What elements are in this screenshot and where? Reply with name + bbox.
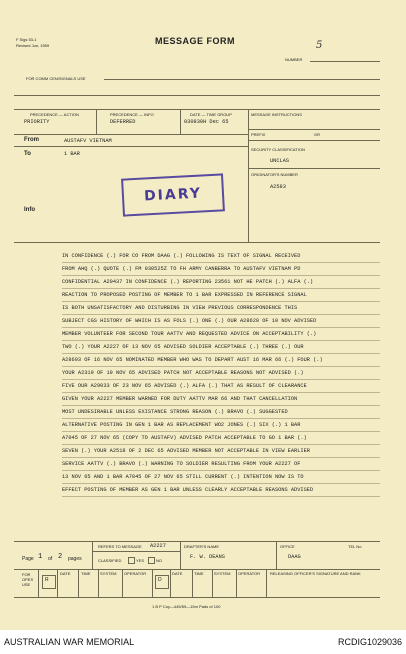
col-date-r: DATE <box>60 571 71 576</box>
footer-left: AUSTRALIAN WAR MEMORIAL <box>4 637 135 647</box>
handwritten-number: 5 <box>316 40 323 51</box>
page-value: 1 <box>38 553 43 561</box>
originator-label: ORIGINATOR'S NUMBER <box>251 172 298 177</box>
precedence-info-label: PRECEDENCE — INFO <box>110 112 154 117</box>
from-label: From <box>24 137 39 143</box>
message-line: FIVE OUR A29033 OF 23 NOV 65 ADVISED (.) ALFA (.) THAT AS RESULT OF CLEARANCE <box>62 383 307 389</box>
security-label: SECURITY CLASSIFICATION <box>251 147 305 152</box>
message-line: SUBJECT CGS HISTORY OF WHICH IS AS FOLS (.) ONE (.) OUR A28620 OF 10 NOV ADVISED <box>62 318 317 324</box>
form-title: MESSAGE FORM <box>155 36 236 46</box>
col-time-r: TIME <box>81 571 91 576</box>
precedence-action-value: PRIORITY <box>24 119 50 125</box>
for-comm-label: FOR COMM CEN/SIGNALS USE <box>26 76 86 81</box>
refers-label: REFERS TO MESSAGE <box>98 544 142 549</box>
to-label: To <box>24 151 31 157</box>
message-line: ALTERNATIVE POSTING IN GEN 1 BAR AS REPLACEMENT WO2 JONES (.) SIX (.) 1 BAR <box>62 422 301 428</box>
message-line: A7045 OF 27 NOV 65 (COPY TO AUSTAFV) ADVISED PATCH ACCEPTABLE TO GO 1 BAR (.) <box>62 435 307 441</box>
page-label: Page <box>22 556 34 562</box>
precedence-info-value: DEFERRED <box>110 119 136 125</box>
drafter-value: F. W. DEANS <box>190 554 225 560</box>
message-line: IN CONFIDENCE (.) FOR CO FROM DAAG (.) FOLLOWING IS TEXT OF SIGNAL RECEIVED <box>62 253 301 259</box>
info-label: Info <box>24 207 35 213</box>
pages-label: pages <box>68 556 82 562</box>
message-line: IS BOTH UNSATISFACTORY AND DISTURBING IN VIEW PREVIOUS CORRESPONDENCE THIS <box>62 305 298 311</box>
yes-label: YES <box>136 558 145 563</box>
tel-label: TEL No <box>348 544 362 549</box>
classified-no-checkbox <box>148 557 155 564</box>
col-operator-r: OPERATOR <box>124 571 147 576</box>
dtg-label: DATE — TIME GROUP <box>190 112 232 117</box>
message-line: TWO (.) YOUR A2227 OF 13 NOV 65 ADVISED SOLDIER ACCEPTABLE (.) THREE (.) OUR <box>62 344 304 350</box>
from-value: AUSTAFV VIETNAM <box>64 138 112 144</box>
classified-yes-checkbox <box>128 557 135 564</box>
to-value: 1 BAR <box>64 151 80 157</box>
of-label: of <box>48 556 53 562</box>
for-opes-label: FOR OPES USE <box>22 572 34 587</box>
col-system-r: SYSTEM <box>100 571 117 576</box>
col-operator-d: OPERATOR <box>238 571 261 576</box>
precedence-action-label: PRECEDENCE — ACTION <box>30 112 79 117</box>
diary-stamp: DIARY <box>121 173 225 216</box>
message-line: GIVEN YOUR A2227 MEMBER WARNED FOR DUTY AATTV MAR 66 AND THAT CANCELLATION <box>62 396 298 402</box>
form-revised: Revised Jun, 1959 <box>16 43 50 48</box>
instructions-label: MESSAGE INSTRUCTIONS <box>251 112 302 117</box>
message-line: MOST UNDESIRABLE UNLESS EXISTANCE STRONG REASON (.) BRAVO (.) SUGGESTED <box>62 409 288 415</box>
footer-right: RCDIG1029036 <box>337 637 402 647</box>
message-line: REACTION TO PROPOSED POSTING OF MEMBER TO 1 BAR EXPRESSED IN REFERENCE SIGNAL <box>62 292 307 298</box>
col-date-d: DATE <box>172 571 183 576</box>
r-label: R <box>45 577 49 583</box>
office-value: DAAG <box>288 554 301 560</box>
originator-value: A2583 <box>270 184 286 190</box>
message-line: SEVEN (.) YOUR A2518 OF 2 DEC 65 ADVISED MEMBER NOT ACCEPTABLE IN VIEW EARLIER <box>62 448 310 454</box>
archive-footer <box>0 630 406 654</box>
releasing-label: RELEASING OFFICER'S SIGNATURE AND RANK <box>270 571 361 576</box>
office-label: OFFICE <box>280 544 295 549</box>
number-label: NUMBER <box>285 57 303 62</box>
message-line: EFFECT POSTING OF MEMBER AS GEN 1 BAR UNLESS CLEARLY ACCEPTABLE REASONS ADVISED <box>62 487 314 493</box>
message-line: YOUR A2319 OF 19 NOV 65 ADVISED PATCH NOT ACCEPTABLE REASONS NOT ADVISED (.) <box>62 370 304 376</box>
col-time-d: TIME <box>194 571 204 576</box>
message-line: MEMBER VOLUNTEER FOR SECOND TOUR AATTV AND REQUESTED ADVICE ON ACCEPTABILITY (.) <box>62 331 317 337</box>
drafter-label: DRAFTER'S NAME <box>184 544 219 549</box>
classified-label: CLASSIFIED <box>98 558 122 563</box>
message-line: 13 NOV 65 AND 1 BAR A7045 OF 27 NOV 65 STILL CURRENT (.) INTENTION NOW IS TO <box>62 474 304 480</box>
message-line: A28603 OF 16 NOV 65 NOMINATED MEMBER WHO WAS TO DEPART AUST 16 MAR 66 (.) FOUR (.) <box>62 357 323 363</box>
refers-value: A2227 <box>150 543 166 549</box>
message-line: FROM AHQ (.) QUOTE (.) FM 030525Z TO FH ARMY CANBERRA TO AUSTAFV VIETNAM PD <box>62 266 301 272</box>
dtg-value: 030830H Dec 65 <box>184 119 229 125</box>
form-code: F Sigs 53-1 <box>16 37 37 42</box>
message-line: CONFIDENTIAL A20437 IN CONFIDENCE (.) REPORTING 23561 NOT HE PATCH (.) ALFA (.) <box>62 279 314 285</box>
pages-value: 2 <box>58 553 63 561</box>
print-line: 1 B P Coy—445/59—15m Pads of 100 <box>152 604 221 609</box>
no-label: NO <box>156 558 162 563</box>
gr-label: GR <box>314 132 320 137</box>
prefix-label: PREFIX <box>251 132 266 137</box>
d-label: D <box>158 577 162 583</box>
security-value: UNCLAS <box>270 158 290 164</box>
col-system-d: SYSTEM <box>214 571 231 576</box>
message-line: SERVICE AATTV (.) BRAVO (.) WARNING TO SOLDIER RESULTING FROM YOUR A2227 OF <box>62 461 301 467</box>
